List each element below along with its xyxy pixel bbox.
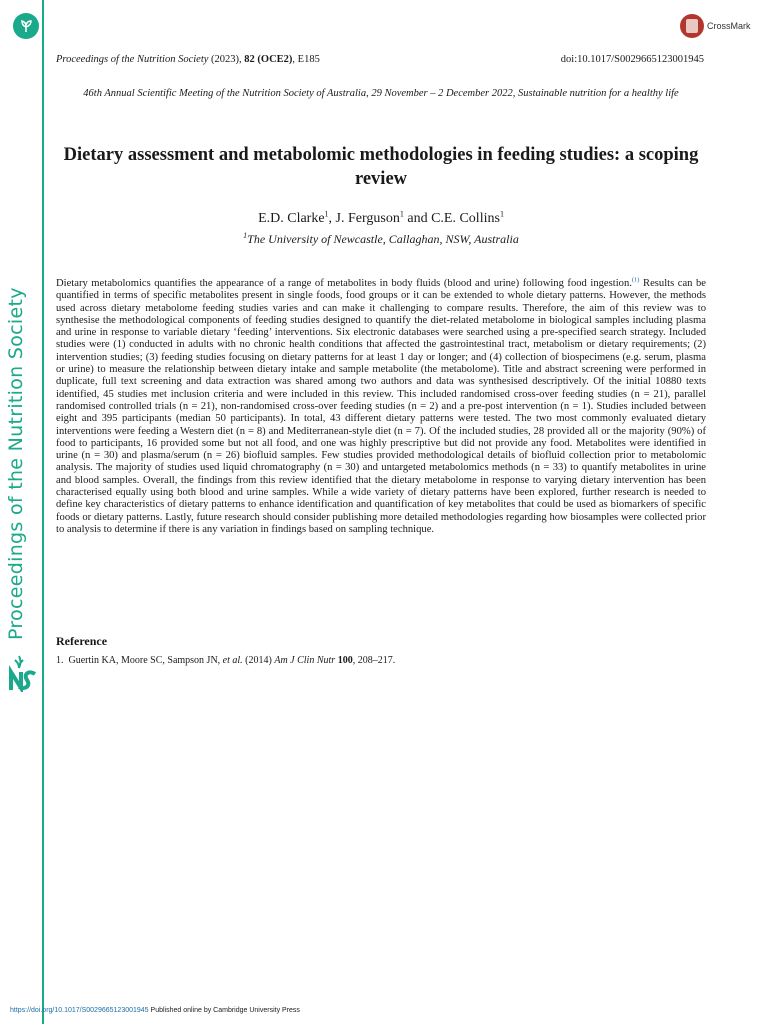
crossmark-button[interactable] xyxy=(680,12,751,40)
reference-heading: Reference xyxy=(56,634,108,648)
author-separator: and xyxy=(403,211,432,226)
reference-item xyxy=(56,655,395,666)
author-separator: , xyxy=(328,211,336,226)
open-access-badge-icon xyxy=(13,13,39,39)
affiliation-mark: 1 xyxy=(243,231,248,240)
article-title: Dietary assessment and metabolomic methodologies in feeding studies: a scoping review xyxy=(63,145,699,190)
author-name: C.E. Collins xyxy=(431,211,500,226)
author-list xyxy=(56,211,706,227)
meeting-info: 46th Annual Scientific Meeting of the Nutrition Society of Australia, 29 November – 2 December 2022, Sustainable nutrition for a healthy life xyxy=(83,88,679,99)
journal-citation xyxy=(56,54,320,65)
reference-etal: et al. xyxy=(222,655,243,666)
citation-link[interactable]: (1) xyxy=(631,276,640,284)
abstract-text xyxy=(56,278,706,536)
reference-authors: Guertin KA, Moore SC, Sampson JN, xyxy=(68,655,223,666)
crossmark-label: CrossMark xyxy=(707,21,751,31)
citation-volume: 82 (OCE2) xyxy=(244,54,293,65)
author-affiliation xyxy=(56,232,706,247)
author-affiliation-mark: 1 xyxy=(499,209,504,219)
footer-publisher: Published online by Cambridge University Press xyxy=(148,1007,300,1014)
affiliation-text: The University of Newcastle, Callaghan, NSW, Australia xyxy=(247,232,519,246)
footer-doi-link[interactable]: https://doi.org/10.1017/S0029665123001945 xyxy=(10,1007,149,1014)
author-affiliation-mark: 1 xyxy=(399,209,404,219)
abstract-body: Results can be quantified in terms of specific metabolites present in single foods, food groups or it can be extended to whole dietary patterns. However, the methods used across dietary metabolome feeding studies varies and can make it challenging to compare results. Therefore, the aim of this review was to synthesise the methodological components of feeding studies designed to quantify the diet-related metabolome in biological samples including plasma and urine in response to variable dietary ‘feeding’ interventions. Six electronic databases were searched using a pre-specified search strategy. Included studies were (1) conducted in adults with no chronic health conditions that affected the gastrointestinal tract, metabolism or dietary requirements; (2) intervention studies; (3) feeding studies focusing on dietary patterns for at least 1 day or longer; and (4) collection of biospecimens (e.g. serum, plasma or urine) to measure the relationship between dietary intake and sample metabolite (the metabolome). Title and abstract screening were performed in duplicate, full text screening and data extraction was shared among two authors and data was synthesised descriptively. Of the initial 10880 texts identified, 45 studies met inclusion criteria and were included in this review. This included randomised cross-over feeding studies (n = 21), parallel randomised controlled trials (n = 21), non-randomised cross-over feeding studies (n = 2) and a pre-post intervention (n = 1). Studies included between eight and 395 participants (median 50 participants). In total, 43 different dietary patterns were tested. The two most commonly evaluated dietary interventions were feeding a Western diet (n = 8) and Mediterranean-style diet (n = 7). Of the included studies, 28 provided all or the majority (90%) of food to participants, 16 provided some but not all food, and one was highly prescriptive but did not provide any food. Metabolites were identified in urine (n = 30) and plasma/serum (n = 26) biofluid samples. Few studies provided methodological details of biofluid collection prior to metabolomic analysis. The majority of studies used liquid chromatography (n = 30) and untargeted metabolomics methods (n = 33) to quantify metabolites in urine and blood samples. Overall, the findings from this review identified that the dietary metabolome in response to varying dietary intervention has been characterised equally using both blood and urine samples. While a wide variety of dietary patterns have been explored, further research is needed to define key characteristics of dietary patterns to enhance identification and quantification of key metabolites that could be used as biomarkers of specific foods or dietary patterns. Lastly, future research should consider publishing more detailed methodologies regarding how biosamples were collected prior to analysis to determine if there is any variation in findings based on sampling technique. xyxy=(56,278,707,535)
page-footer xyxy=(10,1007,300,1014)
reference-number: 1. xyxy=(56,655,64,666)
reference-pages: , 208–217. xyxy=(352,655,396,666)
author-affiliation-mark: 1 xyxy=(324,209,329,219)
sidebar-rule xyxy=(42,0,44,1024)
reference-year: (2014) xyxy=(242,655,275,666)
ns-logo-icon xyxy=(7,650,39,692)
author-name: J. Ferguson xyxy=(335,211,400,226)
abstract-sentence: Dietary metabolomics quantifies the appearance of a range of metabolites in body fluids (blood and urine) following food ingestion. xyxy=(56,278,632,289)
crossmark-icon xyxy=(680,14,704,38)
author-name: E.D. Clarke xyxy=(258,211,325,226)
citation-page: , E185 xyxy=(292,54,320,65)
reference-volume: 100 xyxy=(337,655,353,666)
reference-journal: Am J Clin Nutr xyxy=(274,655,336,666)
journal-title: Proceedings of the Nutrition Society xyxy=(56,54,209,65)
article-doi: doi:10.1017/S0029665123001945 xyxy=(560,54,704,65)
citation-year: (2023), xyxy=(208,54,245,65)
